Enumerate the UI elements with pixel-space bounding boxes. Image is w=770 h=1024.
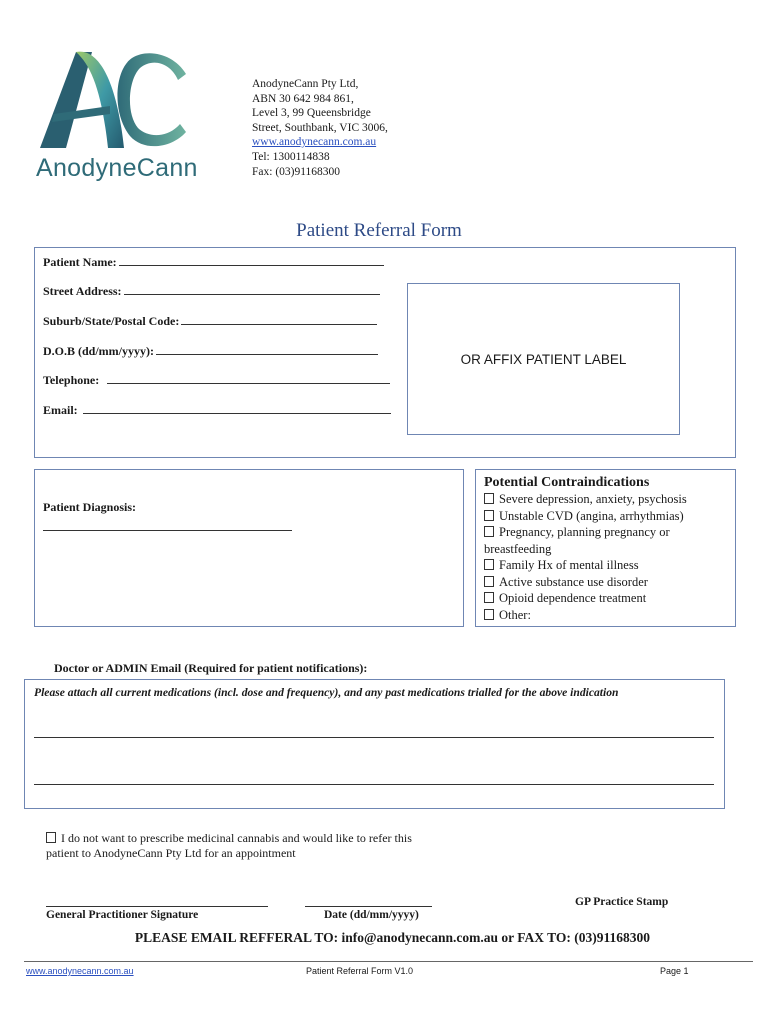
checkbox-icon[interactable] xyxy=(484,609,494,620)
street-address-label: Street Address: xyxy=(43,284,122,298)
diagnosis-box xyxy=(34,469,464,627)
telephone-field[interactable] xyxy=(43,373,390,388)
gp-signature-line[interactable] xyxy=(46,906,268,907)
email-line[interactable] xyxy=(83,403,391,414)
contraindications-list xyxy=(484,475,730,623)
company-logo xyxy=(36,44,196,156)
footer-divider xyxy=(24,961,753,962)
refer-checkbox[interactable] xyxy=(46,831,412,861)
suburb-field[interactable] xyxy=(43,314,377,329)
street-address-field[interactable] xyxy=(43,284,380,299)
contraindication-item[interactable]: Opioid dependence treatment xyxy=(484,590,730,607)
footer-page-number: Page 1 xyxy=(660,966,689,976)
contraindication-item[interactable]: Other: xyxy=(484,607,730,624)
brand-name: AnodyneCann xyxy=(36,154,198,182)
date-label: Date (dd/mm/yyyy) xyxy=(324,909,419,921)
dob-label: D.O.B (dd/mm/yyyy): xyxy=(43,344,154,358)
dob-line[interactable] xyxy=(156,344,378,355)
date-line[interactable] xyxy=(305,906,432,907)
diagnosis-line[interactable] xyxy=(43,530,292,531)
doctor-email-label[interactable]: Doctor or ADMIN Email (Required for patient notifications): xyxy=(54,661,368,675)
patient-name-line[interactable] xyxy=(119,255,384,266)
contraindication-item[interactable]: Active substance use disorder xyxy=(484,574,730,591)
contraindication-item[interactable]: Unstable CVD (angina, arrhythmias) xyxy=(484,508,730,525)
dob-field[interactable] xyxy=(43,344,378,359)
email-fax-instruction: PLEASE EMAIL REFFERAL TO: info@anodynecann.com.au or FAX TO: (03)91168300 xyxy=(134,930,651,945)
checkbox-icon[interactable] xyxy=(484,493,494,504)
gp-stamp-label: GP Practice Stamp xyxy=(575,896,669,908)
street-address-line[interactable] xyxy=(124,284,380,295)
diagnosis-label: Patient Diagnosis: xyxy=(43,500,136,514)
footer-version: Patient Referral Form V1.0 xyxy=(306,966,414,976)
suburb-label: Suburb/State/Postal Code: xyxy=(43,314,180,328)
medications-line-1[interactable] xyxy=(34,737,714,738)
medications-line-2[interactable] xyxy=(34,784,714,785)
contraindication-item[interactable]: Family Hx of mental illness xyxy=(484,557,730,574)
company-fax: Fax: (03)91168300 xyxy=(252,165,341,178)
checkbox-icon[interactable] xyxy=(484,510,494,521)
refer-text-line1: I do not want to prescribe medicinal cannabis and would like to refer this xyxy=(61,831,412,845)
company-abn: ABN 30 642 984 861, xyxy=(252,92,354,105)
refer-text-line2: patient to AnodyneCann Pty Ltd for an appointment xyxy=(46,846,296,860)
suburb-line[interactable] xyxy=(181,314,377,325)
footer-website-link[interactable]: www.anodynecann.com.au xyxy=(26,966,134,976)
medications-instruction: Please attach all current medications (incl. dose and frequency), and any past medications trialled for the above indication xyxy=(34,686,619,699)
email-label: Email: xyxy=(43,403,78,417)
email-field[interactable] xyxy=(43,403,391,418)
patient-name-label: Patient Name: xyxy=(43,255,117,269)
company-address-line2: Street, Southbank, VIC 3006, xyxy=(252,121,388,134)
patient-label-box[interactable] xyxy=(407,283,680,435)
contraindications-title: Potential Contraindications xyxy=(484,475,650,490)
telephone-line[interactable] xyxy=(107,373,390,384)
checkbox-icon[interactable] xyxy=(484,576,494,587)
company-tel: Tel: 1300114838 xyxy=(252,150,330,163)
form-title: Patient Referral Form xyxy=(296,220,462,241)
telephone-label: Telephone: xyxy=(43,373,100,387)
company-website-link[interactable]: www.anodynecann.com.au xyxy=(252,136,377,149)
ac-logo-mark xyxy=(36,44,196,156)
company-name: AnodyneCann Pty Ltd, xyxy=(252,78,359,90)
company-details xyxy=(252,77,388,179)
checkbox-icon[interactable] xyxy=(484,559,494,570)
diagnosis-field[interactable] xyxy=(43,500,136,515)
checkbox-icon[interactable] xyxy=(484,526,494,537)
company-address-line1: Level 3, 99 Queensbridge xyxy=(252,107,371,120)
contraindication-item[interactable]: Pregnancy, planning pregnancy or breastfeeding xyxy=(484,525,670,556)
contraindication-item[interactable]: Severe depression, anxiety, psychosis xyxy=(484,491,730,508)
checkbox-icon[interactable] xyxy=(484,592,494,603)
checkbox-icon[interactable] xyxy=(46,832,56,843)
gp-signature-label: General Practitioner Signature xyxy=(46,909,199,921)
patient-name-field[interactable] xyxy=(43,255,384,270)
patient-label-text: OR AFFIX PATIENT LABEL xyxy=(460,351,627,367)
